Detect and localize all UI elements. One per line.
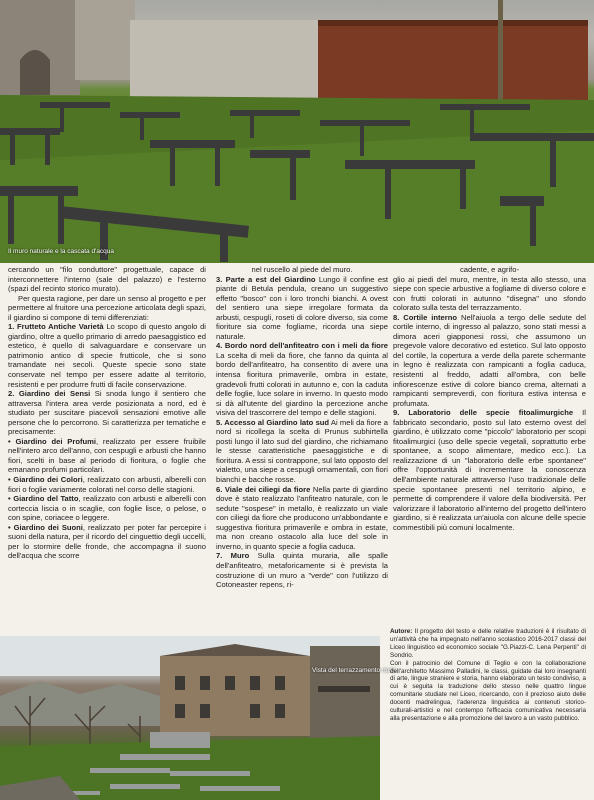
section-heading: 9. Laboratorio delle specie fitoalimurgiche	[393, 408, 574, 418]
text-column-1	[8, 265, 206, 561]
paragraph-text: Sulla quinta muraria, alle spalle dell'anfiteatro, metaforicamente si è prevista la costruzione di un muro a "verde" con l'utilizzo di Cotoneaster repens, ri-	[216, 551, 388, 590]
section-heading: 5. Accesso al Giardino lato sud	[216, 417, 330, 427]
paragraph	[8, 475, 206, 494]
paragraph-text: glio ai piedi del muro, mentre, in testa allo stesso, una siepe con specie arbustive a fogliame di diverso colore e con frutti colorati in autunno "disegna" uno sfondo colorato sulla testa del terrazzamento.	[393, 274, 586, 313]
paragraph	[216, 551, 388, 589]
paragraph	[393, 408, 586, 532]
paragraph	[216, 265, 388, 275]
author-label: Autore:	[390, 628, 413, 635]
terrace-illustration	[0, 636, 380, 800]
section-heading: 7. Muro	[216, 551, 250, 561]
paragraph-text: , realizzato con arbusti, alberelli con fiori o foglie variamente colorati nel corso delle stagioni.	[8, 475, 207, 494]
section-heading: 8. Cortile interno	[393, 312, 458, 322]
section-heading: 2. Giardino dei Sensi	[8, 389, 91, 399]
paragraph	[216, 485, 388, 552]
section-heading: • Giardino dei Profumi	[8, 436, 96, 446]
paragraph	[393, 313, 586, 408]
photo-north-terrace	[0, 636, 380, 800]
text-column-3	[393, 265, 586, 532]
section-heading: 6. Viale dei ciliegi da fiore	[216, 484, 311, 494]
author-text-2: Con il patrocinio del Comune di Teglio e con la collaborazione dell'architetto Massimo Palladini, le classi, guidate dai loro insegnanti di arte, lingue straniere e storia, hanno elaborato un testo condiviso, a cui è seguita la traduzione dello stesso nelle quattro lingue comunitarie studiate nel Liceo, ricercando, con il prezioso aiuto delle docenti madrelingua, l'aderenza linguistica ai contenuti storico-culturali-artistici e nel contempo l'efficacia comunicativa necessaria alla presentazione e alla promozione del lavoro a un vasto pubblico.	[390, 659, 586, 722]
photo-caption-bottom: Vista del terrazzamento nord	[312, 667, 395, 674]
paragraph-text: , realizzato per poter far percepire i suoni della natura, per il ricordo del cinguettio degli uccelli, per lo stormire delle fronde, che accompagna il suono dell'acqua che scorre	[8, 522, 206, 561]
section-heading: 3. Parte a est del Giardino	[216, 274, 316, 284]
paragraph-text: Il fabbricato secondario, posto sul lato esterno ovest del giardino, è utilizzato come "piccolo" laboratorio per scopi fitoalimurgici (uso delle specie vegetali, soprattutto erbe spontanee, a scopo alimentare, medico ecc.). La realizzazione di un "laboratorio delle erbe spontanee" offre l'opportunità di incrementare la conoscenza dell'ambiente naturale attraverso l'uso tradizionale delle specie spontanee presenti nel territorio alpino, e permette di comprendere il valore della biodiversità. Per valorizzare il laboratorio all'interno del progetto dell'intero giardino, si è realizzata un'aiuola con alcune delle specie commestibili più comuni localmente.	[393, 408, 586, 532]
paragraph-text: , realizzato con arbusti e alberelli con corteccia liscia o in scaglie, con foglie lisce, o pelose, o con spine, coriacee o leggere.	[8, 494, 206, 523]
paragraph	[8, 322, 206, 389]
paragraph-text: Ai meli da fiore a nord si ricollega la scelta di Prunus subhirtella posti lungo il lato sud del giardino, che richiamano le stesse caratteristiche paesaggistiche e di fioritura. A essi si contrappone, sul lato opposto del vialetto, una siepe a cespugli ornamentali, con fiori bianchi e bacche rosse.	[216, 417, 388, 485]
text-column-2	[216, 265, 388, 590]
author-note	[390, 628, 586, 723]
paragraph	[216, 341, 388, 417]
paragraph-text: Nella parte di giardino dove è stato realizzato l'anfiteatro naturale, con le sedute "sospese" in metallo, è realizzato un viale con ciliegi da fiore che producono un'abbondante e suggestiva fioritura primaverile e ombra in estate, ma non creano ostacolo alla luce del sole in inverno, in quanto specie a foglia caduca.	[216, 484, 388, 551]
section-heading: • Giardino dei Colori	[8, 475, 83, 485]
paragraph-text: Nell'aiuola a tergo delle sedute del cortile interno, di ingresso al palazzo, sono stati messi a dimora aceri giapponesi rossi, che assumono un pregevole valore decorativo ed estetico. Sul lato opposto del cortile, la copertura a verde della parete schermante in legno è realizzata con rampicanti a foglia caduca, resistenti al freddo, adatti all'ombra, con belle infiorescenze estive di colore bianco crema, alternati a rampicanti sempreverdi, con fioritura estiva intensa e profumata.	[393, 312, 586, 408]
paragraph	[8, 389, 206, 437]
paragraph-text: , realizzato per essere fruibile nell'intero arco dell'anno, con cespugli e arbusti che hanno fiori, scelti in base al periodo di fioritura, o foglie che emanano profumi particolari.	[8, 436, 206, 475]
paragraph	[8, 523, 206, 561]
paragraph	[216, 418, 388, 485]
garden-illustration	[0, 0, 594, 263]
photo-garden-amphitheatre	[0, 0, 594, 263]
section-heading: 4. Bordo nord dell'anfiteatro con i meli da fiore	[216, 341, 388, 351]
paragraph-text: Lungo il confine est piante di Betula pendula, creano un suggestivo effetto "bosco" con i loro tronchi bianchi. A ovest del sentiero una siepe irregolare formata da arbusti, cespugli, roseti di colore diverso, sia come fioriture sia come fogliame, ricorda una siepe naturale.	[216, 274, 388, 341]
paragraph	[8, 294, 206, 323]
paragraph-text: La scelta di meli da fiore, che fanno da quinta al bordo dell'anfiteatro, ha consentito di avere una intensa fioritura primaverile, ombra in estate, gradevoli frutti colorati in autunno e, con la caduta delle foglie, luce solare in inverno. In questo modo si dà all'utente del giardino la percezione anche visiva del trascorrere del tempo e delle stagioni.	[216, 350, 388, 418]
paragraph	[8, 437, 206, 475]
photo-caption-top: Il muro naturale e la cascata d'acqua	[8, 248, 115, 255]
author-text-1: Il progetto del testo e delle relative traduzioni è il risultato di un'attività che ha impegnato nell'anno scolastico 2016-2017 classi del Liceo linguistico ed economico sociale "G.Piazzi-C. Lena Perpenti" di Sondrio.	[390, 628, 586, 659]
paragraph	[393, 275, 586, 313]
paragraph-text: Lo scopo di questo angolo di giardino, oltre a quello primario di arredo paesaggistico ed estetico, è quello di salvaguardare e conservare un patrimonio antico di specie frutticole, che si sono tramandate nei secoli. Queste specie sono state conservate nel tempo per essere adatte al territorio, resistenti e per produrre frutti di facile conservazione.	[8, 322, 206, 389]
paragraph-text: Per questa ragione, per dare un senso al progetto e per permettere al fruitore una percezione articolata degli spazi, il giardino si compone di temi differenziati:	[8, 293, 206, 322]
paragraph-text: nel ruscello al piede del muro.	[251, 265, 353, 274]
paragraph	[393, 265, 586, 275]
section-heading: • Giardino dei Suoni	[8, 522, 83, 532]
paragraph	[216, 275, 388, 342]
section-heading: 1. Frutteto Antiche Varietà	[8, 322, 104, 332]
section-heading: • Giardino del Tatto	[8, 494, 79, 504]
paragraph-text: cadente, e agrifo-	[459, 265, 520, 274]
paragraph	[8, 265, 206, 294]
paragraph	[8, 494, 206, 523]
paragraph-text: cercando un "filo conduttore" progettuale, capace di interconnettere l'interno (sale del palazzo) e l'esterno (spazi del recinto storico murato).	[8, 265, 206, 294]
paragraph-text: Si snoda lungo il sentiero che attraversa l'intera area verde posizionata a nord, ed è studiato per suscitare piacevoli sensazioni emotive alle persone che lo percorrono. Si caratterizza per tematiche e precisamente:	[8, 389, 206, 437]
